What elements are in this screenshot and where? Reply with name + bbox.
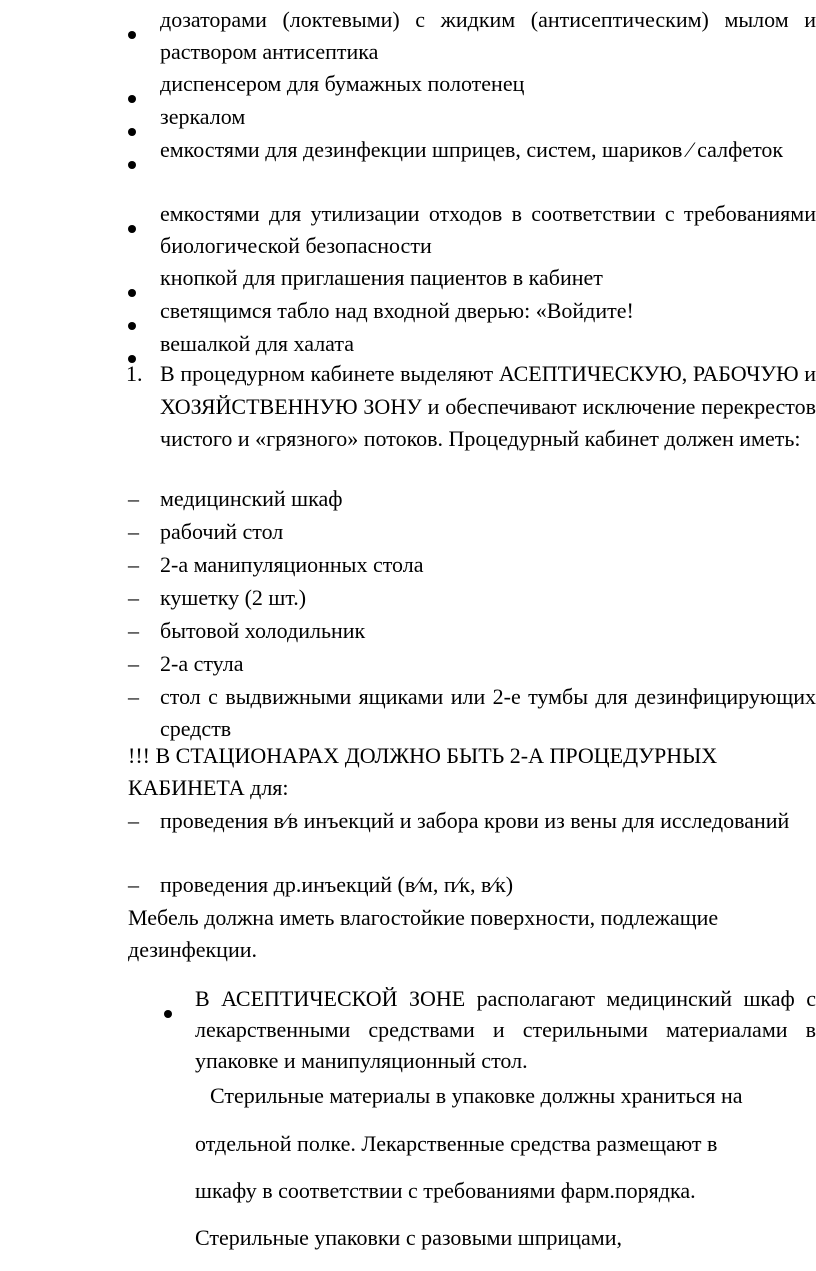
- sterile-line: отдельной полке. Лекарственные средства размещают в: [195, 1131, 718, 1156]
- dash-marker: –: [128, 585, 139, 610]
- dash-item-text: проведения в⁄в инъекций и забора крови из вены для исследований: [160, 808, 790, 833]
- sterile-line: Стерильные упаковки с разовыми шприцами,: [195, 1225, 623, 1250]
- list-item-text: светящимся табло над входной дверью: «Войдите!: [160, 298, 634, 323]
- bullet-icon: [128, 161, 136, 169]
- bullet-icon: [128, 225, 136, 233]
- dash-item-text: медицинский шкаф: [160, 486, 343, 511]
- sterile-line: Стерильные материалы в упаковке должны храниться на: [210, 1083, 743, 1108]
- dash-marker: –: [128, 808, 139, 833]
- dash-marker: –: [128, 618, 139, 643]
- dash-item-text: стол с выдвижными ящиками или 2-е тумбы для дезинфицирующих средств: [160, 684, 816, 741]
- dash-marker: –: [128, 519, 139, 544]
- list-number: 1.: [126, 361, 143, 386]
- list-item-text: емкостями для утилизации отходов в соответствии с требованиями биологической безопасности: [160, 201, 816, 258]
- bullet-icon: [128, 95, 136, 103]
- dash-marker: –: [128, 684, 139, 709]
- dash-item-text: рабочий стол: [160, 519, 284, 544]
- dash-item-text: 2-а стула: [160, 651, 244, 676]
- bullet-icon: [128, 128, 136, 136]
- dash-item-text: бытовой холодильник: [160, 618, 366, 643]
- furniture-note: Мебель должна иметь влагостойкие поверхности, подлежащие дезинфекции.: [128, 905, 719, 962]
- bullet-icon: [164, 1010, 172, 1018]
- list-item-text: зеркалом: [160, 104, 246, 129]
- list-item-text: емкостями для дезинфекции шприцев, систем, шариков ⁄ салфеток: [160, 137, 784, 162]
- list-item-text: диспенсером для бумажных полотенец: [160, 71, 525, 96]
- dash-item-text: проведения др.инъекций (в⁄м, п⁄к, в⁄к): [160, 872, 514, 897]
- dash-marker: –: [128, 872, 139, 897]
- bullet-icon: [128, 31, 136, 39]
- list-item-text: кнопкой для приглашения пациентов в кабинет: [160, 265, 603, 290]
- numbered-item-text: В процедурном кабинете выделяют АСЕПТИЧЕСКУЮ, РАБОЧУЮ и ХОЗЯЙСТВЕННУЮ ЗОНУ и обеспечивают исключение перекрестов чистого и «грязного» потоков. Процедурный кабинет должен иметь:: [160, 361, 816, 451]
- dash-marker: –: [128, 651, 139, 676]
- sterile-line: шкафу в соответствии с требованиями фарм.порядка.: [195, 1178, 696, 1203]
- dash-item-text: 2-а манипуляционных стола: [160, 552, 424, 577]
- list-item-text: дозаторами (локтевыми) с жидким (антисептическим) мылом и раствором антисептика: [160, 7, 816, 64]
- list-item-text: вешалкой для халата: [160, 331, 355, 356]
- notice-paragraph: !!! В СТАЦИОНАРАХ ДОЛЖНО БЫТЬ 2-А ПРОЦЕДУРНЫХ КАБИНЕТА для:: [128, 743, 718, 800]
- bullet-icon: [128, 289, 136, 297]
- aseptic-zone-text: В АСЕПТИЧЕСКОЙ ЗОНЕ располагают медицинский шкаф с лекарственными средствами и стерильными материалами в упаковке и манипуляционный стол.: [195, 986, 816, 1073]
- dash-marker: –: [128, 552, 139, 577]
- dash-item-text: кушетку (2 шт.): [160, 585, 307, 610]
- dash-marker: –: [128, 486, 139, 511]
- bullet-icon: [128, 322, 136, 330]
